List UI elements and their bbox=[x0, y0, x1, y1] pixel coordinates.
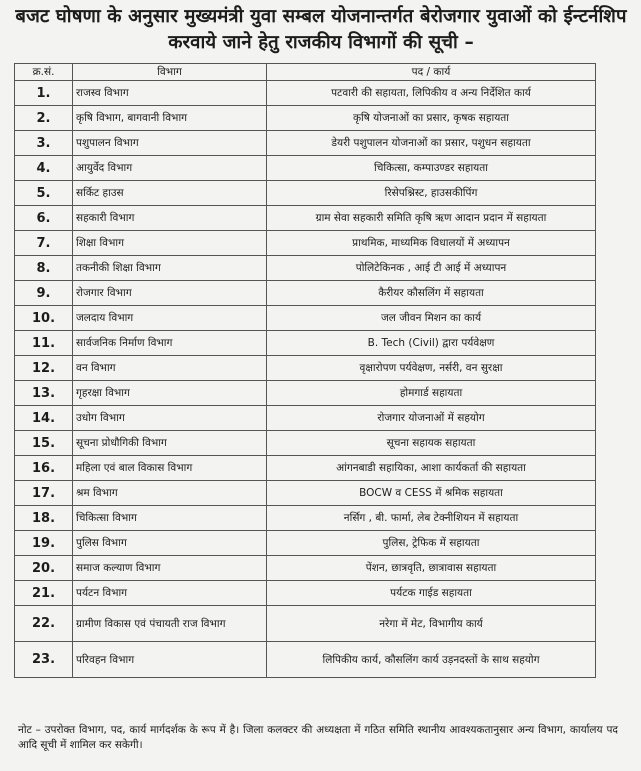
row-serial: 13. bbox=[15, 381, 73, 406]
row-department: राजस्व विभाग bbox=[73, 81, 267, 106]
row-department: रोजगार विभाग bbox=[73, 281, 267, 306]
table-row bbox=[15, 81, 596, 106]
row-department: उधोग विभाग bbox=[73, 406, 267, 431]
row-post: नर्सिग , बी. फार्मा, लेब टेक्नीशियन में सहायता bbox=[267, 506, 596, 531]
table-row bbox=[15, 556, 596, 581]
table-row bbox=[15, 481, 596, 506]
row-department: पशुपालन विभाग bbox=[73, 131, 267, 156]
row-serial: 21. bbox=[15, 581, 73, 606]
table-row bbox=[15, 381, 596, 406]
row-department: परिवहन विभाग bbox=[73, 642, 267, 678]
footnote: नोट – उपरोक्त विभाग, पद, कार्य मार्गदर्शक के रूप में है। जिला कलक्टर की अध्यक्षता में गठित समिति स्थानीय आवश्यकतानुसार अन्य विभाग, कार्यालय पद आदि सूची में शामिल कर सकेगी। bbox=[18, 724, 618, 751]
table-row bbox=[15, 231, 596, 256]
table-row bbox=[15, 581, 596, 606]
row-department: पर्यटन विभाग bbox=[73, 581, 267, 606]
row-department: सूचना प्रोधौगिकी विभाग bbox=[73, 431, 267, 456]
table-body bbox=[15, 81, 596, 678]
document-title: बजट घोषणा के अनुसार मुख्यमंत्री युवा सम्बल योजनान्तर्गत बेरोजगार युवाओं को ईन्टर्नशिप करवाये जाने हेतु राजकीय विभागों की सूची – bbox=[15, 6, 627, 53]
row-department: ग्रामीण विकास एवं पंचायती राज विभाग bbox=[73, 606, 267, 642]
row-department: तकनीकी शिक्षा विभाग bbox=[73, 256, 267, 281]
row-post: पोलिटेकिनक , आई टी आई में अध्यापन bbox=[267, 256, 596, 281]
table-row bbox=[15, 331, 596, 356]
row-serial: 10. bbox=[15, 306, 73, 331]
row-serial: 19. bbox=[15, 531, 73, 556]
row-post: होमगार्ड सहायता bbox=[267, 381, 596, 406]
row-post: पुलिस, ट्रेफिक में सहायता bbox=[267, 531, 596, 556]
row-serial: 15. bbox=[15, 431, 73, 456]
table-row bbox=[15, 281, 596, 306]
table-row bbox=[15, 256, 596, 281]
row-serial: 6. bbox=[15, 206, 73, 231]
row-department: कृषि विभाग, बागवानी विभाग bbox=[73, 106, 267, 131]
row-department: शिक्षा विभाग bbox=[73, 231, 267, 256]
row-department: पुलिस विभाग bbox=[73, 531, 267, 556]
row-department: वन विभाग bbox=[73, 356, 267, 381]
row-post: पटवारी की सहायता, लिपिकीय व अन्य निर्देशित कार्य bbox=[267, 81, 596, 106]
row-post: रोजगार योजनाओं में सहयोग bbox=[267, 406, 596, 431]
row-department: सार्वजनिक निर्माण विभाग bbox=[73, 331, 267, 356]
row-post: डेयरी पशुपालन योजनाओं का प्रसार, पशुधन सहायता bbox=[267, 131, 596, 156]
row-serial: 17. bbox=[15, 481, 73, 506]
table-row bbox=[15, 181, 596, 206]
row-post: चिकित्सा, कम्पाउण्डर सहायता bbox=[267, 156, 596, 181]
row-post: रिसेपश्निस्ट, हाउसकीपिंग bbox=[267, 181, 596, 206]
table-row bbox=[15, 131, 596, 156]
row-serial: 1. bbox=[15, 81, 73, 106]
row-serial: 12. bbox=[15, 356, 73, 381]
table-row bbox=[15, 156, 596, 181]
header-post: पद / कार्य bbox=[267, 64, 596, 81]
row-serial: 14. bbox=[15, 406, 73, 431]
row-serial: 4. bbox=[15, 156, 73, 181]
row-serial: 7. bbox=[15, 231, 73, 256]
table-row bbox=[15, 306, 596, 331]
row-department: जलदाय विभाग bbox=[73, 306, 267, 331]
table-row bbox=[15, 456, 596, 481]
row-post: कृषि योजनाओं का प्रसार, कृषक सहायता bbox=[267, 106, 596, 131]
row-post: कैरीयर कौसलिंग में सहायता bbox=[267, 281, 596, 306]
row-post: ग्राम सेवा सहकारी समिति कृषि ऋण आदान प्रदान में सहायता bbox=[267, 206, 596, 231]
table-row bbox=[15, 106, 596, 131]
row-serial: 11. bbox=[15, 331, 73, 356]
row-post: आंगनबाडी सहायिका, आशा कार्यकर्ता की सहायता bbox=[267, 456, 596, 481]
row-post: जल जीवन मिशन का कार्य bbox=[267, 306, 596, 331]
table-row bbox=[15, 206, 596, 231]
table-row bbox=[15, 431, 596, 456]
row-serial: 3. bbox=[15, 131, 73, 156]
header-department: विभाग bbox=[73, 64, 267, 81]
row-serial: 16. bbox=[15, 456, 73, 481]
row-post: लिपिकीय कार्य, कौसलिंग कार्य उड़नदस्तों के साथ सहयोग bbox=[267, 642, 596, 678]
row-serial: 18. bbox=[15, 506, 73, 531]
table-header-row bbox=[15, 64, 596, 81]
row-serial: 22. bbox=[15, 606, 73, 642]
table-row bbox=[15, 406, 596, 431]
row-serial: 23. bbox=[15, 642, 73, 678]
table-row bbox=[15, 606, 596, 642]
row-department: महिला एवं बाल विकास विभाग bbox=[73, 456, 267, 481]
row-department: चिकित्सा विभाग bbox=[73, 506, 267, 531]
row-post: पर्यटक गाईड सहायता bbox=[267, 581, 596, 606]
row-post: वृक्षारोपण पर्यवेक्षण, नर्सरी, वन सुरक्षा bbox=[267, 356, 596, 381]
table-row bbox=[15, 506, 596, 531]
row-department: गृहरक्षा विभाग bbox=[73, 381, 267, 406]
row-department: सर्किट हाउस bbox=[73, 181, 267, 206]
table-row bbox=[15, 531, 596, 556]
row-serial: 9. bbox=[15, 281, 73, 306]
row-department: आयुर्वेद विभाग bbox=[73, 156, 267, 181]
row-post: पेंशन, छात्रवृति, छात्रावास सहायता bbox=[267, 556, 596, 581]
row-department: सहकारी विभाग bbox=[73, 206, 267, 231]
row-post: नरेगा में मेट, विभागीय कार्य bbox=[267, 606, 596, 642]
department-table bbox=[14, 63, 596, 678]
row-post: B. Tech (Civil) द्वारा पर्यवेक्षण bbox=[267, 331, 596, 356]
row-serial: 20. bbox=[15, 556, 73, 581]
row-department: श्रम विभाग bbox=[73, 481, 267, 506]
header-serial: क्र.सं. bbox=[15, 64, 73, 81]
row-post: प्राथमिक, माध्यमिक विधालयों में अध्यापन bbox=[267, 231, 596, 256]
table-row bbox=[15, 642, 596, 678]
row-post: सूचना सहायक सहायता bbox=[267, 431, 596, 456]
row-department: समाज कल्याण विभाग bbox=[73, 556, 267, 581]
row-serial: 2. bbox=[15, 106, 73, 131]
row-serial: 8. bbox=[15, 256, 73, 281]
table-row bbox=[15, 356, 596, 381]
row-post: BOCW व CESS में श्रमिक सहायता bbox=[267, 481, 596, 506]
row-serial: 5. bbox=[15, 181, 73, 206]
